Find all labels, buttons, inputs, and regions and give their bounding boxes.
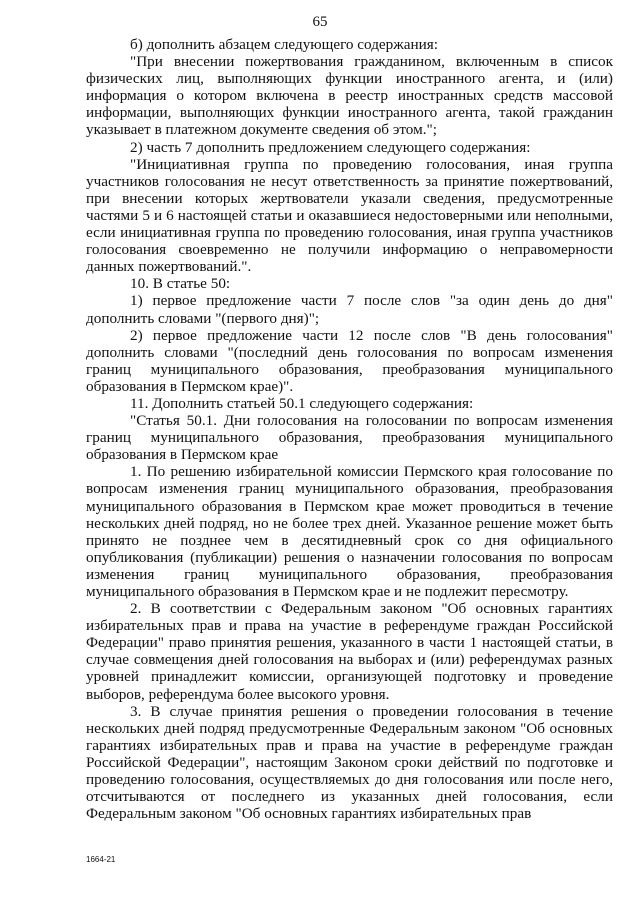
- paragraph: 2. В соответствии с Федеральным законом "Об основных гарантиях избирательных прав и права на участие в референдуме граждан Российской Федерации" право принятия решения, указанного в части 1 настоящей статьи, в случае совмещения дней голосования на выборах и (или) референдумах разных уровней принадлежит комиссии, организующей подготовку и проведение выборов, референдума более высокого уровня.: [86, 600, 613, 703]
- paragraph: 1. По решению избирательной комиссии Пермского края голосование по вопросам изменения границ муниципального образования, преобразования муниципального образования в Пермском крае может проводиться в течение нескольких дней подряд, но не более трех дней. Указанное решение может быть принято не позднее чем в десятидневный срок со дня официального опубликования (публикации) решения о назначении голосования по вопросам изменения границ муниципального образования, преобразования муниципального образования в Пермском крае и не подлежит пересмотру.: [86, 463, 613, 600]
- paragraph: 1) первое предложение части 7 после слов "за один день до дня" дополнить словами "(первого дня)";: [86, 292, 613, 327]
- paragraph: б) дополнить абзацем следующего содержания:: [130, 36, 438, 53]
- paragraph: 10. В статье 50:: [130, 275, 231, 293]
- paragraph: 2) первое предложение части 12 после слов "В день голосования" дополнить словами "(последний день голосования по вопросам изменения границ муниципального образования, преобразования муниципального образования в Пермском крае)".: [86, 326, 613, 395]
- paragraph: "Инициативная группа по проведению голосования, иная группа участников голосования не несут ответственность за принятие пожертвований, при внесении которых жертвователи указали сведения, предусмотренные частями 5 и 6 настоящей статьи и оказавшиеся недостоверными или неполными, если инициативная группа по проведению голосования, иная группа участников голосования своевременно не получили информацию о неправомерности данных пожертвований.".: [86, 155, 613, 276]
- paragraph: "При внесении пожертвования гражданином, включенным в список физических лиц, выполняющих функции иностранного агента, и (или) информация о котором включена в реестр иностранных средств массовой информации, выполняющих функции иностранного агента, такой гражданин указывает в платежном документе сведения об этом.";: [86, 53, 613, 139]
- paragraph: 3. В случае принятия решения о проведении голосования в течение нескольких дней подряд предусмотренные Федеральным законом "Об основных гарантиях избирательных прав и права на участие в референдуме граждан Российской Федерации", настоящим Законом сроки действий по подготовке и проведению голосования, осуществляемых до дня голосования или после него, отсчитываются от последнего из указанных дней голосования, если Федеральным законом "Об основных гарантиях избирательных прав: [86, 702, 613, 823]
- document-code: 1664-21: [86, 855, 116, 864]
- page-number: 65: [312, 14, 328, 30]
- document-body: [86, 36, 613, 822]
- paragraph: "Статья 50.1. Дни голосования на голосовании по вопросам изменения границ муниципального образования, преобразования муниципального образования в Пермском крае: [86, 412, 613, 464]
- paragraph: 2) часть 7 дополнить предложением следующего содержания:: [130, 138, 531, 156]
- paragraph: 11. Дополнить статьей 50.1 следующего содержания:: [130, 394, 474, 412]
